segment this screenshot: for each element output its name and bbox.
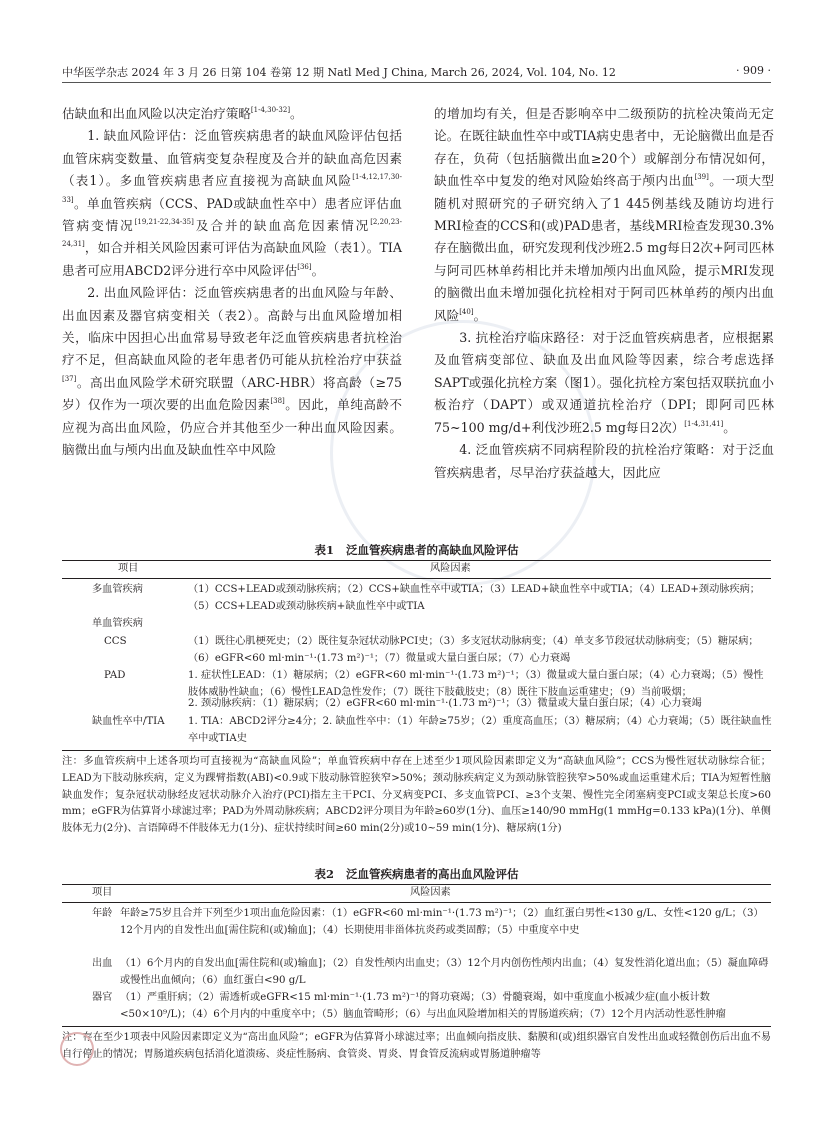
table1-header-rule [62, 578, 771, 579]
paragraph-stage-strategy: 4. 泛血管疾病不同病程阶段的抗栓治疗策略：对于泛血管疾病患者，尽早治疗获益越大，因此应 [434, 442, 774, 480]
table1-caption: 表1 泛血管疾病患者的高缺血风险评估 [314, 543, 519, 557]
paragraph-bleeding-risk: 2. 出血风险评估：泛血管疾病患者的出血风险与年龄、出血因素及器官病变相关（表2）。高龄与出血风险增加相关，临床中因担心出血常易导致老年泛血管疾病患者抗栓治疗不足，但高缺血风险的老年患者仍可能从抗栓治疗中获益[37]。高出血风险学术研究联盟（ARC-HBR）将高龄（≥75岁）仅作为一项次要的出血危险因素[38]。因此，单纯高龄不应视为高出血风险，仍应合并其他至少一种出血风险因素。脑微出血与颅内出血及缺血性卒中风险 [62, 285, 403, 458]
table2-bottom-rule [62, 1026, 771, 1027]
publisher-emblem-icon [60, 1032, 94, 1066]
table1-item-single: 单血管疾病 [92, 618, 143, 629]
paragraph-clinical-pathway: 3. 抗栓治疗临床路径：对于泛血管疾病患者，应根据累及血管病变部位、缺血及出血风险等因素，综合考虑选择SAPT或强化抗栓方案（图1）。强化抗栓方案包括双联抗血小板治疗（DAPT）或双通道抗栓治疗（DPI；即阿司匹林75~100 mg/d+利伐沙班2.5 mg每日2次）[1-4,31,41]。 [434, 330, 774, 435]
table1-factor-stroke: 1. TIA：ABCD2评分≥4分；2. 缺血性卒中：（1）年龄≥75岁；（2）重度高血压；（3）糖尿病；（4）心力衰竭；（5）既往缺血性卒中或TIA史 [188, 716, 772, 744]
table1-top-rule [62, 560, 771, 561]
publisher-logo [60, 1032, 100, 1066]
table1-header-item: 项目 [118, 563, 139, 574]
table2-factor-age: 年龄≥75岁且合并下列至少1项出血危险因素：（1）eGFR<60 ml·min⁻¹·(1.73 m²)⁻¹；（2）血红蛋白男性<130 g/L、女性<120 g/L；（3）12个月内的自发性出血[需住院和(或)输血]；（4）长期使用非甾体抗炎药或类固醇；（5）中重度卒中史 [120, 908, 764, 936]
table2-note: 注：存在至少1项表中风险因素即定义为“高出血风险”；eGFR为估算肾小球滤过率；出血倾向指皮肤、黏膜和(或)组织器官自发性出血或轻微创伤后出血不易自行停止的情况；胃肠道疾病包括消化道溃疡、炎症性肠病、食管炎、胃炎、胃食管反流病或胃肠道肿瘤等 [62, 1032, 771, 1060]
table1-item-multi: 多血管疾病 [92, 584, 143, 595]
table2-header-item: 项目 [92, 887, 113, 898]
paragraph: 的增加均有关，但是否影响卒中二级预防的抗栓决策尚无定论。在既往缺血性卒中或TIA病史患者中，无论脑微出血是否存在，负荷（包括脑微出血≥20个）或解剖分布情况如何，缺血性卒中复发的绝对风险始终高于颅内出血[39]。一项大型随机对照研究的子研究纳入了1 445例基线及随访均进行MRI检查的CCS和(或)PAD患者，基线MRI检查发现30.3%存在脑微出血，研究发现利伐沙班2.5 mg每日2次+阿司匹林与阿司匹林单药相比并未增加颅内出血风险，提示MRI发现的脑微出血未增加强化抗栓相对于阿司匹林单药的颅内出血风险[40]。 [434, 106, 775, 323]
table1-factor-multi: （1）CCS+LEAD或颈动脉疾病；（2）CCS+缺血性卒中或TIA；（3）LEAD+缺血性卒中或TIA；（4）LEAD+颈动脉疾病；（5）CCS+LEAD或颈动脉疾病+缺血性卒中或TIA [188, 584, 760, 612]
table2-factor-bleed: （1）6个月内的自发出血[需住院和(或)输血]；（2）自发性颅内出血史；（3）12个月内创伤性颅内出血；（4）复发性消化道出血；（5）凝血障碍或慢性出血倾向；（6）血红蛋白<90 g/L [120, 958, 769, 986]
paragraph: 估缺血和出血风险以决定治疗策略[1-4,30-32]。 [62, 106, 303, 121]
table2-header-factor: 风险因素 [410, 887, 451, 898]
table1-note: 注：多血管疾病中上述各项均可直接视为“高缺血风险”；单血管疾病中存在上述至少1项风险因素即定义为“高缺血风险”；CCS为慢性冠状动脉综合征；LEAD为下肢动脉疾病，定义为踝臂指数(ABI)<0.9或下肢动脉管腔狭窄>50%；颈动脉疾病定义为颈动脉管腔狭窄>50%或血运重建术后；TIA为短暂性脑缺血发作；复杂冠状动脉经皮冠状动脉介入治疗(PCI)指左主干PCI、分叉病变PCI、多支血管PCI、≥3个支架、慢性完全闭塞病变PCI或支架总长度>60 mm；eGFR为估算肾小球滤过率；PAD为外周动脉疾病；ABCD2评分项目为年龄≥60岁(1分)、血压≥140/90 mmHg(1 mmHg=0.133 kPa)(1分)、单侧肢体无力(2分)、言语障碍不伴肢体无力(1分)、症状持续时间≥60 min(2分)或10~59 min(1分)、糖尿病(1分) [62, 756, 771, 835]
table1-factor-pad-2: 2. 颈动脉疾病：（1）糖尿病；（2）eGFR<60 ml·min⁻¹·(1.73 m²)⁻¹；（3）微量或大量白蛋白尿；（4）心力衰竭 [188, 698, 702, 709]
table2-header-rule [62, 902, 771, 903]
right-column [434, 103, 774, 484]
table2-caption: 表2 泛血管疾病患者的高出血风险评估 [314, 867, 519, 881]
table1-item-stroke: 缺血性卒中/TIA [92, 716, 165, 727]
table2-factor-organ: （1）严重肝病；（2）需透析或eGFR<15 ml·min⁻¹·(1.73 m²)⁻¹的肾功衰竭；（3）骨髓衰竭，如中重度血小板减少症(血小板计数<50×10⁹/L)；（4）6个月内的中重度卒中；（5）脑血管畸形；（6）与出血风险增加相关的胃肠道疾病；（7）12个月内活动性恶性肿瘤 [120, 992, 726, 1020]
table1-item-ccs: CCS [104, 636, 127, 647]
table1-bottom-rule [62, 750, 771, 751]
table2-item-bleed: 出血 [92, 958, 113, 969]
left-column [62, 103, 402, 462]
paragraph-ischemic-risk: 1. 缺血风险评估：泛血管疾病患者的缺血风险评估包括血管床病变数量、血管病变复杂程度及合并的缺血高危因素（表1）。多血管疾病患者应直接视为高缺血风险[1-4,12,17,30-33]。单血管疾病（CCS、PAD或缺血性卒中）患者应评估血管病变情况[19,21-22,34-35]及合并的缺血高危因素情况[2,20,23-24,31]，如合并相关风险因素可评估为高缺血风险（表1）。TIA患者可应用ABCD2评分进行卒中风险评估[36]。 [62, 128, 403, 278]
table1-factor-ccs: （1）既往心肌梗死史；（2）既往复杂冠状动脉PCI史；（3）多支冠状动脉病变；（4）单支多节段冠状动脉病变；（5）糖尿病；（6）eGFR<60 ml·min⁻¹·(1.73 m²)⁻¹；（7）微量或大量白蛋白尿；（7）心力衰竭 [188, 636, 759, 664]
table2-item-organ: 器官 [92, 992, 113, 1003]
table1-factor-pad-1: 1. 症状性LEAD：（1）糖尿病；（2）eGFR<60 ml·min⁻¹·(1.73 m²)⁻¹；（3）微量或大量白蛋白尿；（4）心力衰竭；（5）慢性肢体威胁性缺血；（6）慢性LEAD急性发作；（7）既往下肢截肢史；（8）既往下肢血运重建史；（9）当前吸烟； [188, 670, 764, 698]
page-number: · 909 · [736, 64, 771, 77]
table1-header-factor: 风险因素 [430, 563, 471, 574]
table2-item-age: 年龄 [92, 908, 113, 919]
journal-citation: 中华医学杂志 2024 年 3 月 26 日第 104 卷第 12 期 Natl Med J China, March 26, 2024, Vol. 104, No. 12 [62, 66, 616, 79]
running-header [62, 60, 771, 83]
table1-item-pad: PAD [104, 670, 126, 681]
